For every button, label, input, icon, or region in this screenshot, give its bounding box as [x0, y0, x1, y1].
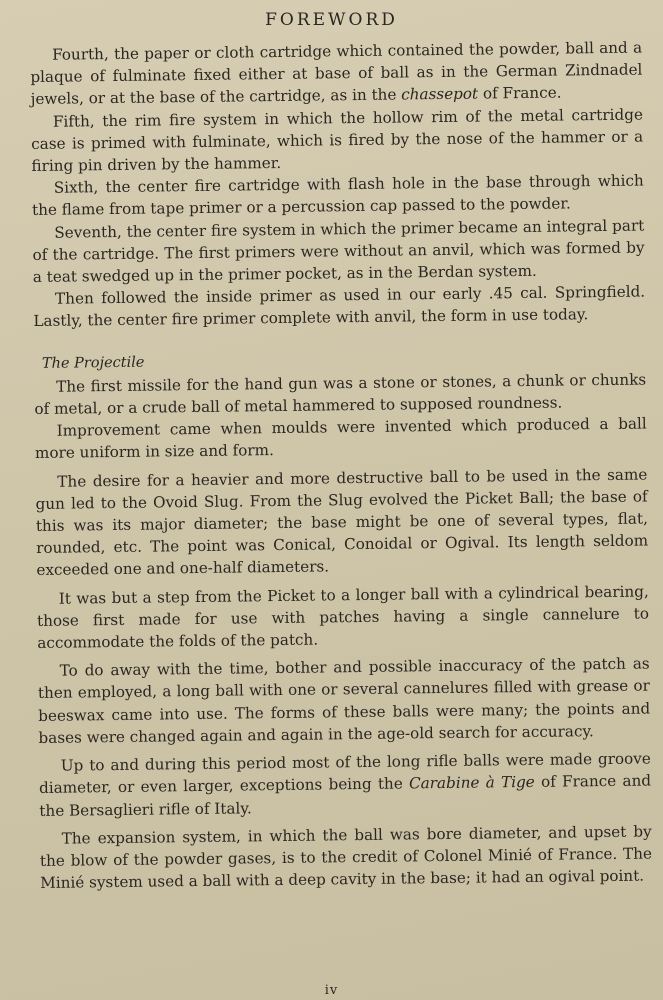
page-header: FOREWORD [265, 10, 398, 30]
paragraph-seventh: Seventh, the center fire system in which the primer became an integral part of the cartridge. The first primers were without an anvil, which was formed by a teat swedged up in the primer pocket, as in the Berdan system. [32, 216, 645, 287]
section-heading-projectile: The Projectile [41, 354, 145, 372]
paragraph-desire: The desire for a heavier and more destructive ball to be used in the same gun led to the Ovoid Slug. From the Slug evolved the Picket Ball; the base of this was its major diameter; the base might be one of several types, flat, rounded, etc. The point was Conical, Conoidal or Ogival. Its length seldom exceeded one and one-half diameters. [35, 465, 649, 580]
paragraph-first-missile: The first missile for the hand gun was a stone or stones, a chunk or chunks of metal, or a crude ball of metal hammered to supposed roundness. [34, 370, 647, 419]
paragraph-improvement: Improvement came when moulds were invented which produced a ball more uniform in size and form. [34, 414, 647, 463]
paragraph-sixth: Sixth, the center fire cartridge with flash hole in the base through which the flame from tape primer or a percussion cap passed to the powder. [31, 171, 644, 220]
paragraph-fourth: Fourth, the paper or cloth cartridge which contained the powder, ball and a plaque of fulminate fixed either at base of ball as in the German Zindnadel jewels, or at the base of the cartridge, as in the chassepot of France. [30, 38, 643, 109]
paragraph-groove-diameter: Up to and during this period most of the long rifle balls were made groove diameter, or even larger, exceptions being the Carabine à Tige of France and the Bersaglieri rifle of Italy. [38, 749, 652, 820]
page-number: iv [324, 983, 339, 998]
page-body [30, 37, 652, 895]
paragraph-expansion-system: The expansion system, in which the ball was bore diameter, and upset by the blow of the powder gases, is to the credit of Colonel Minié of France. The Minié system used a ball with a deep cavity in the base; it had an ogival point. [39, 822, 653, 893]
paragraph-fifth: Fifth, the rim fire system in which the hollow rim of the metal cartridge case is primed with fulminate, which is fired by the nose of the hammer or a firing pin driven by the hammer. [31, 105, 644, 176]
paragraph-patch: To do away with the time, bother and possible inaccuracy of the patch as then employed, a long ball with one or several cannelures filled with grease or beeswax came into use. The forms of these balls were many; the points and bases were changed again and again in the age-old search for accuracy. [37, 654, 651, 747]
paragraph-picket: It was but a step from the Picket to a longer ball with a cylindrical bearing, those first made for use with patches having a single cannelure to accommodate the folds of the patch. [36, 582, 650, 653]
paragraph-then-followed: Then followed the inside primer as used in our early .45 cal. Springfield. Lastly, the center fire primer complete with anvil, the form in use today. [33, 282, 646, 331]
